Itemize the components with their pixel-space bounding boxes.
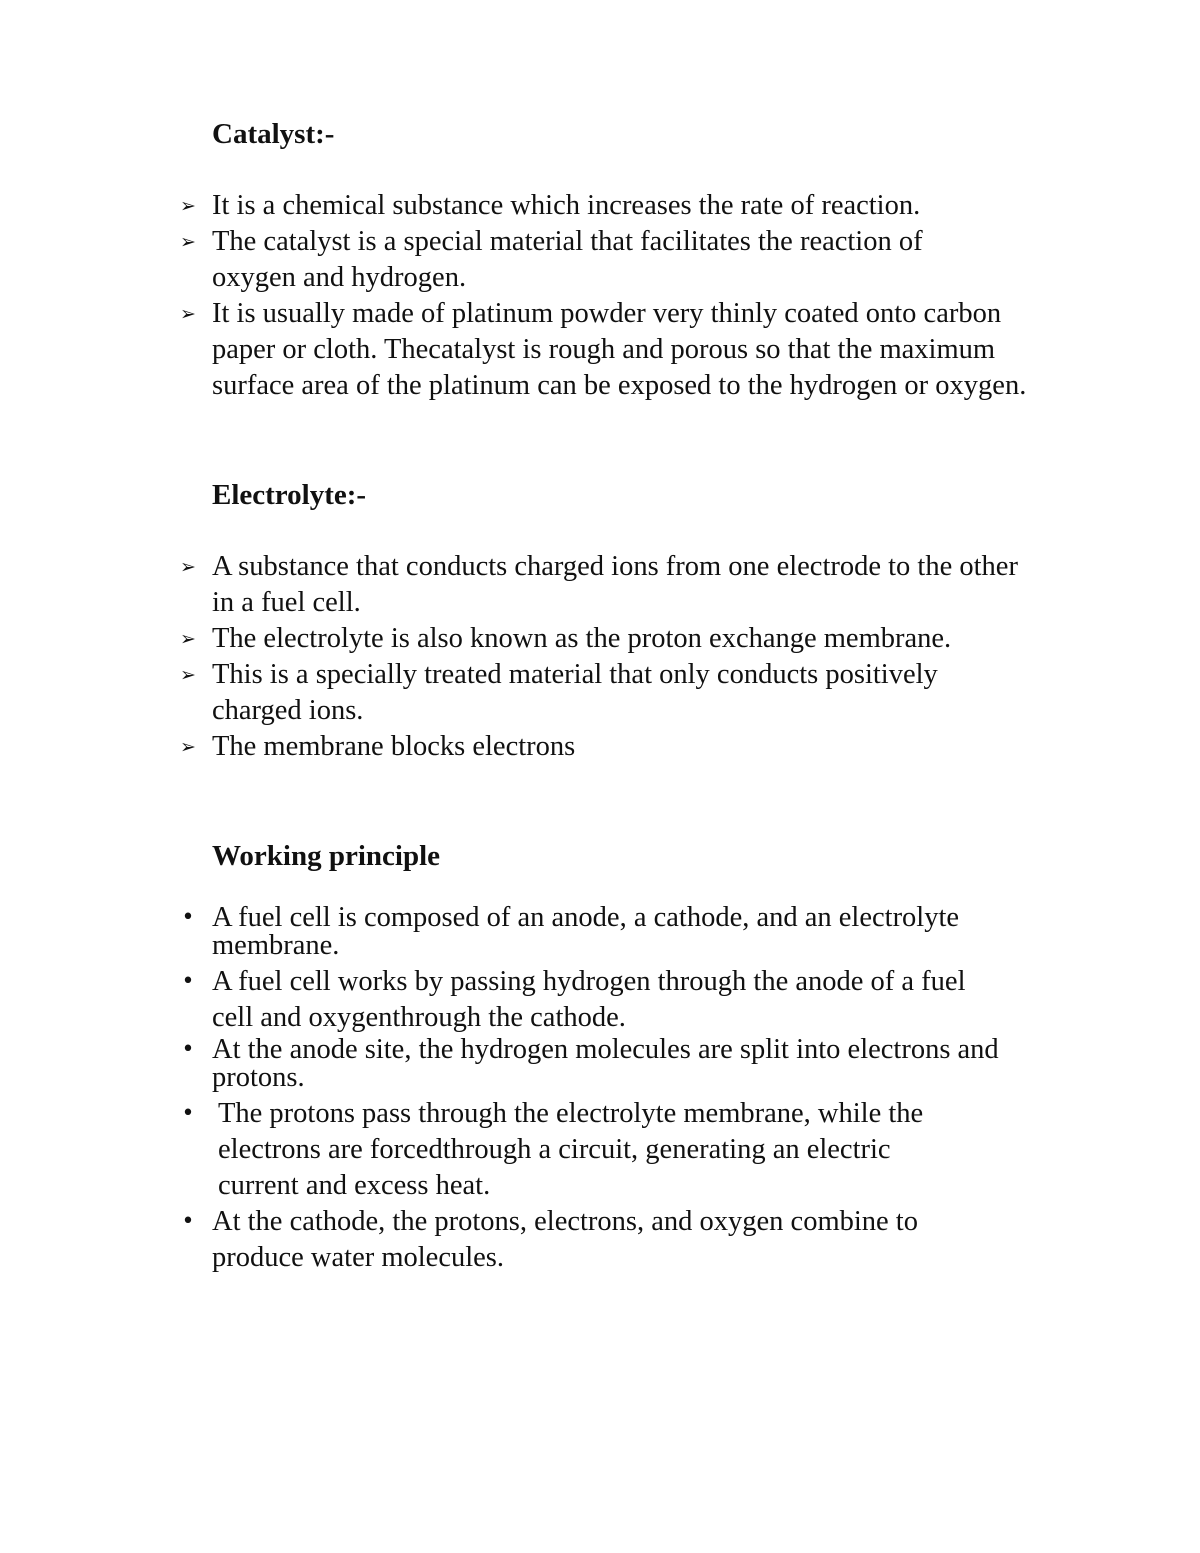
working-principle-list — [0, 904, 1200, 1276]
list-item: ➢ It is usually made of platinum powder very thinly coated onto carbon paper or cloth. Thecatalyst is rough and porous so that the maximum surface area of the platinum can be exposed to the hydrogen or oxygen. — [0, 296, 1052, 404]
arrow-bullet-icon: ➢ — [180, 556, 196, 578]
arrow-bullet-icon: ➢ — [180, 628, 196, 650]
catalyst-heading: Catalyst:- — [212, 118, 335, 150]
arrow-bullet-icon: ➢ — [180, 195, 196, 217]
arrow-bullet-icon: ➢ — [180, 303, 196, 325]
dot-bullet-icon: • — [181, 905, 195, 930]
dot-bullet-icon: • — [181, 969, 195, 994]
arrow-bullet-icon: ➢ — [180, 736, 196, 758]
catalyst-list — [0, 188, 1200, 404]
list-item: ➢ This is a specially treated material that only conducts positively charged ions. — [0, 657, 1052, 729]
arrow-bullet-icon: ➢ — [180, 231, 196, 253]
list-item: • At the anode site, the hydrogen molecules are split into electrons and protons. — [0, 1036, 1052, 1092]
list-item: • The protons pass through the electrolyte membrane, while the electrons are forcedthrough a circuit, generating an electric current and excess heat. — [0, 1096, 1052, 1204]
list-item: ➢ A substance that conducts charged ions from one electrode to the other in a fuel cell. — [0, 549, 1052, 621]
list-item: ➢ The electrolyte is also known as the proton exchange membrane. — [0, 621, 1052, 657]
list-item: ➢ The catalyst is a special material that facilitates the reaction of oxygen and hydrogen. — [0, 224, 1052, 296]
list-item: • A fuel cell is composed of an anode, a cathode, and an electrolyte membrane. — [0, 904, 1052, 960]
list-item: ➢ It is a chemical substance which increases the rate of reaction. — [0, 188, 1052, 224]
electrolyte-list — [0, 549, 1200, 765]
dot-bullet-icon: • — [181, 1037, 195, 1062]
list-item: • At the cathode, the protons, electrons, and oxygen combine to produce water molecules. — [0, 1204, 1052, 1276]
dot-bullet-icon: • — [181, 1209, 195, 1234]
electrolyte-heading: Electrolyte:- — [212, 479, 367, 511]
list-item: ➢ The membrane blocks electrons — [0, 729, 1052, 765]
dot-bullet-icon: • — [181, 1101, 195, 1126]
arrow-bullet-icon: ➢ — [180, 664, 196, 686]
working-principle-heading: Working principle — [212, 840, 441, 872]
list-item: • A fuel cell works by passing hydrogen through the anode of a fuel cell and oxygenthrough the cathode. — [0, 964, 1052, 1036]
